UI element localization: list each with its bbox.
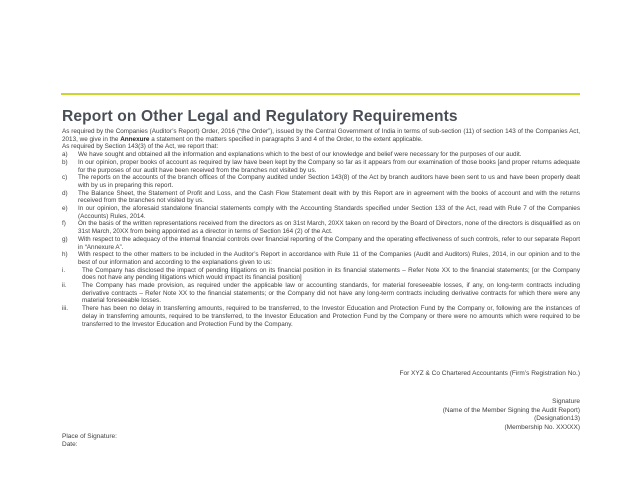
item-marker: c) (62, 174, 68, 182)
list-item (62, 236, 580, 251)
sub-item-marker: iii. (62, 305, 68, 313)
intro-text-end: a statement on the matters specified in paragraphs 3 and 4 of the Order, to the extent applicable. (149, 135, 423, 143)
item-marker: a) (62, 151, 68, 159)
item-text: We have sought and obtained all the information and explanations which to the best of our knowledge and belief were necessary for the purposes of our audit. (78, 151, 522, 159)
item-marker: b) (62, 158, 68, 166)
item-marker: d) (62, 189, 68, 197)
item-text: On the basis of the written representations received from the directors as on 31st March, 20XX taken on record by the Board of Directors, none of the directors is disqualified as on 31st March, 20XX from being appointed as a director in terms of Section 164 (2) of the Act. (78, 220, 580, 236)
sub-list-item (62, 305, 580, 328)
annexure-emphasis: Annexure (120, 135, 150, 143)
place-date-block (62, 433, 117, 449)
member-name-line: (Name of the Member Signing the Audit Report) (442, 406, 580, 414)
sub-item-text: The Company has disclosed the impact of pending litigations on its financial position in its financial statements – Refer Note XX to the financial statements; [or the Company does not have any pending litigations which would impact its financial position] (82, 266, 580, 282)
sub-item-text: There has been no delay in transferring amounts, required to be transferred, to the Investor Education and Protection Fund by the Company or, following are the instances of delay in transferring amounts, required to be transferred, to the Investor Education and Protection Fund by the Company or there were no amounts which were required to be transferred to the Investor Education and Protection Fund by the Company. (82, 305, 580, 328)
list-item (62, 251, 580, 266)
date-label: Date: (62, 441, 78, 449)
sub-item-marker: ii. (62, 282, 67, 290)
section-143-line: As required by Section 143(3) of the Act, we report that: (62, 143, 219, 151)
page-title: Report on Other Legal and Regulatory Requirements (62, 108, 458, 125)
intro-text-start: As required by the Companies (Auditor’s Report) Order, 2016 (“the Order”), issued by the Central Government of India in terms of sub-section (11) of section 143 of the Companies Act, 2013, we give in the (62, 128, 580, 143)
item-text: With respect to the other matters to be included in the Auditor’s Report in accordance with Rule 11 of the Companies (Audit and Auditors) Rules, 2014, in our opinion and to the best of our information and according to the explanations given to us: (78, 251, 580, 266)
membership-line: (Membership No. XXXXX) (504, 423, 580, 431)
list-item (62, 220, 580, 235)
item-text: With respect to the adequacy of the internal financial controls over financial reporting of the Company and the operating effectiveness of such controls, refer to our separate Report in “Annexure A”. (78, 235, 580, 251)
list-item (62, 205, 580, 220)
item-text: The Balance Sheet, the Statement of Profit and Loss, and the Cash Flow Statement dealt with by this Report are in agreement with the books of account and with the returns received from the branches not visited by us. (78, 189, 580, 205)
item-marker: h) (62, 251, 68, 259)
intro-paragraph (62, 128, 580, 143)
item-text: The reports on the accounts of the branch offices of the Company audited under Section 143(8) of the Act by branch auditors have been sent to us and have been properly dealt with by us in preparing this report. (78, 174, 580, 189)
list-item (62, 190, 580, 205)
firm-line: For XYZ & Co Chartered Accountants (Firm’s Registration No.) (399, 370, 580, 377)
designation-line: (Designation13) (534, 415, 580, 423)
sub-list-item (62, 282, 580, 305)
item-marker: g) (62, 235, 68, 243)
signature-label: Signature (552, 398, 580, 405)
list-item (62, 151, 580, 159)
signature-block (443, 398, 580, 432)
item-text: In our opinion, the aforesaid standalone financial statements comply with the Accounting Standards specified under Section 133 of the Act, read with Rule 7 of the Companies (Accounts) Rules, 2014. (78, 205, 580, 220)
place-of-signature-label: Place of Signature: (62, 433, 117, 440)
report-body (62, 128, 580, 328)
header-accent-rule (61, 93, 580, 95)
item-marker: e) (62, 205, 68, 213)
item-marker: f) (62, 220, 66, 228)
list-item (62, 174, 580, 189)
list-item (62, 159, 580, 174)
item-text: In our opinion, proper books of account as required by law have been kept by the Company so far as it appears from our examination of those books [and proper returns adequate for the purposes of our audit have been received from the branches not visited by us. (78, 158, 580, 174)
sub-item-marker: i. (62, 266, 66, 274)
sub-item-text: The Company has made provision, as required under the applicable law or accounting standards, for material foreseeable losses, if any, on long-term contracts including derivative contracts – Refer Note XX to the financial statements; or the Company did not have any long-term contracts including derivative contracts for which there were any material foreseeable losses. (82, 282, 580, 305)
sub-list-item (62, 267, 580, 282)
